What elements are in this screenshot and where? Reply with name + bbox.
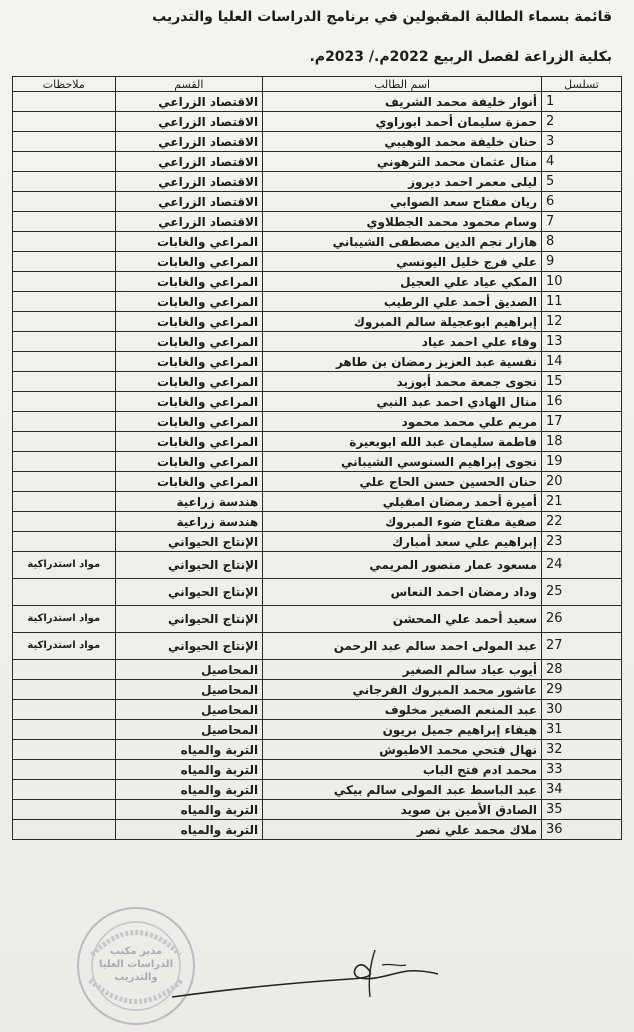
row-student-name: نفسية عبد العزيز رمضان بن طاهر bbox=[263, 352, 542, 372]
row-student-name: حمزة سليمان أحمد ابوراوي bbox=[263, 112, 542, 132]
row-notes bbox=[13, 172, 116, 192]
row-notes bbox=[13, 700, 116, 720]
table-row bbox=[13, 800, 622, 820]
table-row bbox=[13, 132, 622, 152]
row-seq: 36 bbox=[542, 820, 622, 840]
table-header-row bbox=[13, 77, 622, 92]
row-notes bbox=[13, 740, 116, 760]
row-notes bbox=[13, 152, 116, 172]
row-student-name: نجوى إبراهيم السنوسي الشيباني bbox=[263, 452, 542, 472]
row-student-name: المكي عياد علي العجيل bbox=[263, 272, 542, 292]
row-seq: 18 bbox=[542, 432, 622, 452]
table-row bbox=[13, 232, 622, 252]
row-notes bbox=[13, 412, 116, 432]
row-notes: مواد استدراكية bbox=[13, 633, 116, 660]
students-table bbox=[12, 76, 622, 840]
table-row bbox=[13, 332, 622, 352]
row-department: الاقتصاد الزراعي bbox=[115, 92, 263, 112]
row-student-name: أنوار خليفة محمد الشريف bbox=[263, 92, 542, 112]
row-notes bbox=[13, 332, 116, 352]
row-seq: 2 bbox=[542, 112, 622, 132]
document-title-line2: بكلية الزراعة لفصل الربيع 2022م./ 2023م. bbox=[309, 49, 612, 65]
table-row bbox=[13, 820, 622, 840]
row-department: التربة والمياه bbox=[115, 820, 263, 840]
row-department: المراعي والغابات bbox=[115, 372, 263, 392]
row-department: المراعي والغابات bbox=[115, 352, 263, 372]
row-notes bbox=[13, 192, 116, 212]
row-seq: 1 bbox=[542, 92, 622, 112]
row-department: المراعي والغابات bbox=[115, 272, 263, 292]
row-notes bbox=[13, 212, 116, 232]
row-seq: 31 bbox=[542, 720, 622, 740]
row-notes bbox=[13, 92, 116, 112]
row-department: المراعي والغابات bbox=[115, 392, 263, 412]
row-notes bbox=[13, 780, 116, 800]
row-student-name: مريم علي محمد محمود bbox=[263, 412, 542, 432]
row-notes: مواد استدراكية bbox=[13, 606, 116, 633]
row-seq: 10 bbox=[542, 272, 622, 292]
row-student-name: ريان مفتاح سعد الصوابي bbox=[263, 192, 542, 212]
row-department: هندسة زراعية bbox=[115, 512, 263, 532]
table-row bbox=[13, 660, 622, 680]
students-table-body bbox=[13, 92, 622, 840]
row-notes bbox=[13, 532, 116, 552]
table-row bbox=[13, 532, 622, 552]
row-seq: 28 bbox=[542, 660, 622, 680]
row-seq: 8 bbox=[542, 232, 622, 252]
table-row bbox=[13, 606, 622, 633]
row-seq: 34 bbox=[542, 780, 622, 800]
row-department: الإنتاج الحيواني bbox=[115, 552, 263, 579]
row-seq: 15 bbox=[542, 372, 622, 392]
row-seq: 35 bbox=[542, 800, 622, 820]
row-student-name: وفاء علي احمد عياد bbox=[263, 332, 542, 352]
row-notes bbox=[13, 252, 116, 272]
row-notes: مواد استدراكية bbox=[13, 552, 116, 579]
col-header-name: اسم الطالب bbox=[263, 77, 542, 92]
row-student-name: علي فرج خليل اليونسي bbox=[263, 252, 542, 272]
table-row bbox=[13, 292, 622, 312]
row-student-name: أميرة أحمد رمضان امقيلي bbox=[263, 492, 542, 512]
table-row bbox=[13, 740, 622, 760]
row-department: المحاصيل bbox=[115, 680, 263, 700]
row-department: المراعي والغابات bbox=[115, 412, 263, 432]
row-student-name: عبد المنعم الصغير مخلوف bbox=[263, 700, 542, 720]
row-seq: 3 bbox=[542, 132, 622, 152]
row-student-name: هازار نجم الدين مصطفى الشيباني bbox=[263, 232, 542, 252]
table-row bbox=[13, 633, 622, 660]
row-student-name: سعيد أحمد علي المحشن bbox=[263, 606, 542, 633]
table-row bbox=[13, 372, 622, 392]
row-seq: 27 bbox=[542, 633, 622, 660]
row-department: التربة والمياه bbox=[115, 780, 263, 800]
row-student-name: عبد الباسط عبد المولى سالم بيكي bbox=[263, 780, 542, 800]
row-notes bbox=[13, 760, 116, 780]
row-notes bbox=[13, 432, 116, 452]
row-department: المراعي والغابات bbox=[115, 472, 263, 492]
row-department: الإنتاج الحيواني bbox=[115, 633, 263, 660]
row-notes bbox=[13, 452, 116, 472]
seal-text: مدير مكتب الدراسات العليا والتدريب bbox=[98, 946, 173, 983]
row-department: التربة والمياه bbox=[115, 740, 263, 760]
table-row bbox=[13, 492, 622, 512]
row-student-name: منال عثمان محمد الترهوني bbox=[263, 152, 542, 172]
table-row bbox=[13, 192, 622, 212]
col-header-notes: ملاحظات bbox=[13, 77, 116, 92]
row-student-name: حنان الحسين حسن الحاج علي bbox=[263, 472, 542, 492]
row-department: الإنتاج الحيواني bbox=[115, 606, 263, 633]
row-department: التربة والمياه bbox=[115, 800, 263, 820]
row-seq: 32 bbox=[542, 740, 622, 760]
row-department: الاقتصاد الزراعي bbox=[115, 192, 263, 212]
table-row bbox=[13, 392, 622, 412]
row-seq: 12 bbox=[542, 312, 622, 332]
row-department: الاقتصاد الزراعي bbox=[115, 172, 263, 192]
row-student-name: إبراهيم ابوعجيلة سالم المبروك bbox=[263, 312, 542, 332]
row-student-name: عبد المولى احمد سالم عبد الرحمن bbox=[263, 633, 542, 660]
row-notes bbox=[13, 472, 116, 492]
row-student-name: فاطمة سليمان عبد الله ابوبعيرة bbox=[263, 432, 542, 452]
row-department: التربة والمياه bbox=[115, 760, 263, 780]
row-student-name: هيفاء إبراهيم جميل بريون bbox=[263, 720, 542, 740]
row-notes bbox=[13, 352, 116, 372]
col-header-seq: تسلسل bbox=[542, 77, 622, 92]
row-student-name: نجوى جمعة محمد أبوزيد bbox=[263, 372, 542, 392]
row-department: المحاصيل bbox=[115, 720, 263, 740]
row-department: هندسة زراعية bbox=[115, 492, 263, 512]
row-notes bbox=[13, 512, 116, 532]
row-seq: 20 bbox=[542, 472, 622, 492]
row-student-name: محمد ادم فتح الباب bbox=[263, 760, 542, 780]
row-notes bbox=[13, 112, 116, 132]
table-row bbox=[13, 512, 622, 532]
row-student-name: صفية مفتاح ضوء المبروك bbox=[263, 512, 542, 532]
row-seq: 24 bbox=[542, 552, 622, 579]
row-seq: 11 bbox=[542, 292, 622, 312]
row-notes bbox=[13, 720, 116, 740]
row-seq: 13 bbox=[542, 332, 622, 352]
table-row bbox=[13, 472, 622, 492]
signature bbox=[170, 945, 440, 1005]
row-department: المراعي والغابات bbox=[115, 312, 263, 332]
table-row bbox=[13, 92, 622, 112]
row-student-name: منال الهادي احمد عبد النبي bbox=[263, 392, 542, 412]
row-student-name: ملاك محمد علي نصر bbox=[263, 820, 542, 840]
table-row bbox=[13, 780, 622, 800]
row-notes bbox=[13, 272, 116, 292]
row-seq: 6 bbox=[542, 192, 622, 212]
row-notes bbox=[13, 292, 116, 312]
row-student-name: مسعود عمار منصور المريمي bbox=[263, 552, 542, 579]
row-seq: 17 bbox=[542, 412, 622, 432]
row-department: المحاصيل bbox=[115, 660, 263, 680]
row-notes bbox=[13, 820, 116, 840]
row-student-name: ليلى معمر احمد ديروز bbox=[263, 172, 542, 192]
table-row bbox=[13, 700, 622, 720]
row-student-name: أيوب عياد سالم الصغير bbox=[263, 660, 542, 680]
table-row bbox=[13, 312, 622, 332]
table-row bbox=[13, 412, 622, 432]
row-notes bbox=[13, 579, 116, 606]
row-department: الإنتاج الحيواني bbox=[115, 532, 263, 552]
table-row bbox=[13, 152, 622, 172]
row-seq: 14 bbox=[542, 352, 622, 372]
row-seq: 16 bbox=[542, 392, 622, 412]
row-department: المراعي والغابات bbox=[115, 232, 263, 252]
row-seq: 5 bbox=[542, 172, 622, 192]
row-notes bbox=[13, 800, 116, 820]
row-notes bbox=[13, 392, 116, 412]
row-seq: 9 bbox=[542, 252, 622, 272]
table-row bbox=[13, 579, 622, 606]
table-row bbox=[13, 172, 622, 192]
table-row bbox=[13, 760, 622, 780]
row-student-name: نهال فتحي محمد الاطيوش bbox=[263, 740, 542, 760]
row-student-name: الصادق الأمين بن صويد bbox=[263, 800, 542, 820]
table-row bbox=[13, 680, 622, 700]
row-department: المراعي والغابات bbox=[115, 292, 263, 312]
row-notes bbox=[13, 660, 116, 680]
row-notes bbox=[13, 492, 116, 512]
table-row bbox=[13, 212, 622, 232]
row-notes bbox=[13, 132, 116, 152]
row-notes bbox=[13, 312, 116, 332]
row-seq: 23 bbox=[542, 532, 622, 552]
row-notes bbox=[13, 680, 116, 700]
row-student-name: وسام محمود محمد الجطلاوي bbox=[263, 212, 542, 232]
table-row bbox=[13, 720, 622, 740]
row-student-name: إبراهيم علي سعد أمبارك bbox=[263, 532, 542, 552]
row-department: المحاصيل bbox=[115, 700, 263, 720]
row-department: الاقتصاد الزراعي bbox=[115, 112, 263, 132]
row-department: الاقتصاد الزراعي bbox=[115, 152, 263, 172]
row-seq: 7 bbox=[542, 212, 622, 232]
row-department: المراعي والغابات bbox=[115, 452, 263, 472]
table-row bbox=[13, 112, 622, 132]
row-seq: 4 bbox=[542, 152, 622, 172]
row-notes bbox=[13, 372, 116, 392]
col-header-dept: القسم bbox=[115, 77, 263, 92]
row-seq: 19 bbox=[542, 452, 622, 472]
row-seq: 30 bbox=[542, 700, 622, 720]
row-department: الإنتاج الحيواني bbox=[115, 579, 263, 606]
table-row bbox=[13, 552, 622, 579]
row-seq: 33 bbox=[542, 760, 622, 780]
document-title-line1: قائمة بسماء الطالبة المقبولين في برنامج الدراسات العليا والتدريب bbox=[152, 9, 612, 25]
row-notes bbox=[13, 232, 116, 252]
row-student-name: حنان خليفة محمد الوهيبي bbox=[263, 132, 542, 152]
table-row bbox=[13, 252, 622, 272]
table-row bbox=[13, 452, 622, 472]
row-department: المراعي والغابات bbox=[115, 252, 263, 272]
table-row bbox=[13, 352, 622, 372]
row-department: المراعي والغابات bbox=[115, 432, 263, 452]
row-seq: 26 bbox=[542, 606, 622, 633]
row-department: الاقتصاد الزراعي bbox=[115, 132, 263, 152]
row-department: المراعي والغابات bbox=[115, 332, 263, 352]
row-student-name: وداد رمضان احمد النعاس bbox=[263, 579, 542, 606]
table-row bbox=[13, 272, 622, 292]
table-row bbox=[13, 432, 622, 452]
row-seq: 21 bbox=[542, 492, 622, 512]
row-student-name: الصديق أحمد علي الرطيب bbox=[263, 292, 542, 312]
row-seq: 22 bbox=[542, 512, 622, 532]
row-seq: 25 bbox=[542, 579, 622, 606]
row-student-name: عاشور محمد المبروك الفرجاني bbox=[263, 680, 542, 700]
row-seq: 29 bbox=[542, 680, 622, 700]
row-department: الاقتصاد الزراعي bbox=[115, 212, 263, 232]
